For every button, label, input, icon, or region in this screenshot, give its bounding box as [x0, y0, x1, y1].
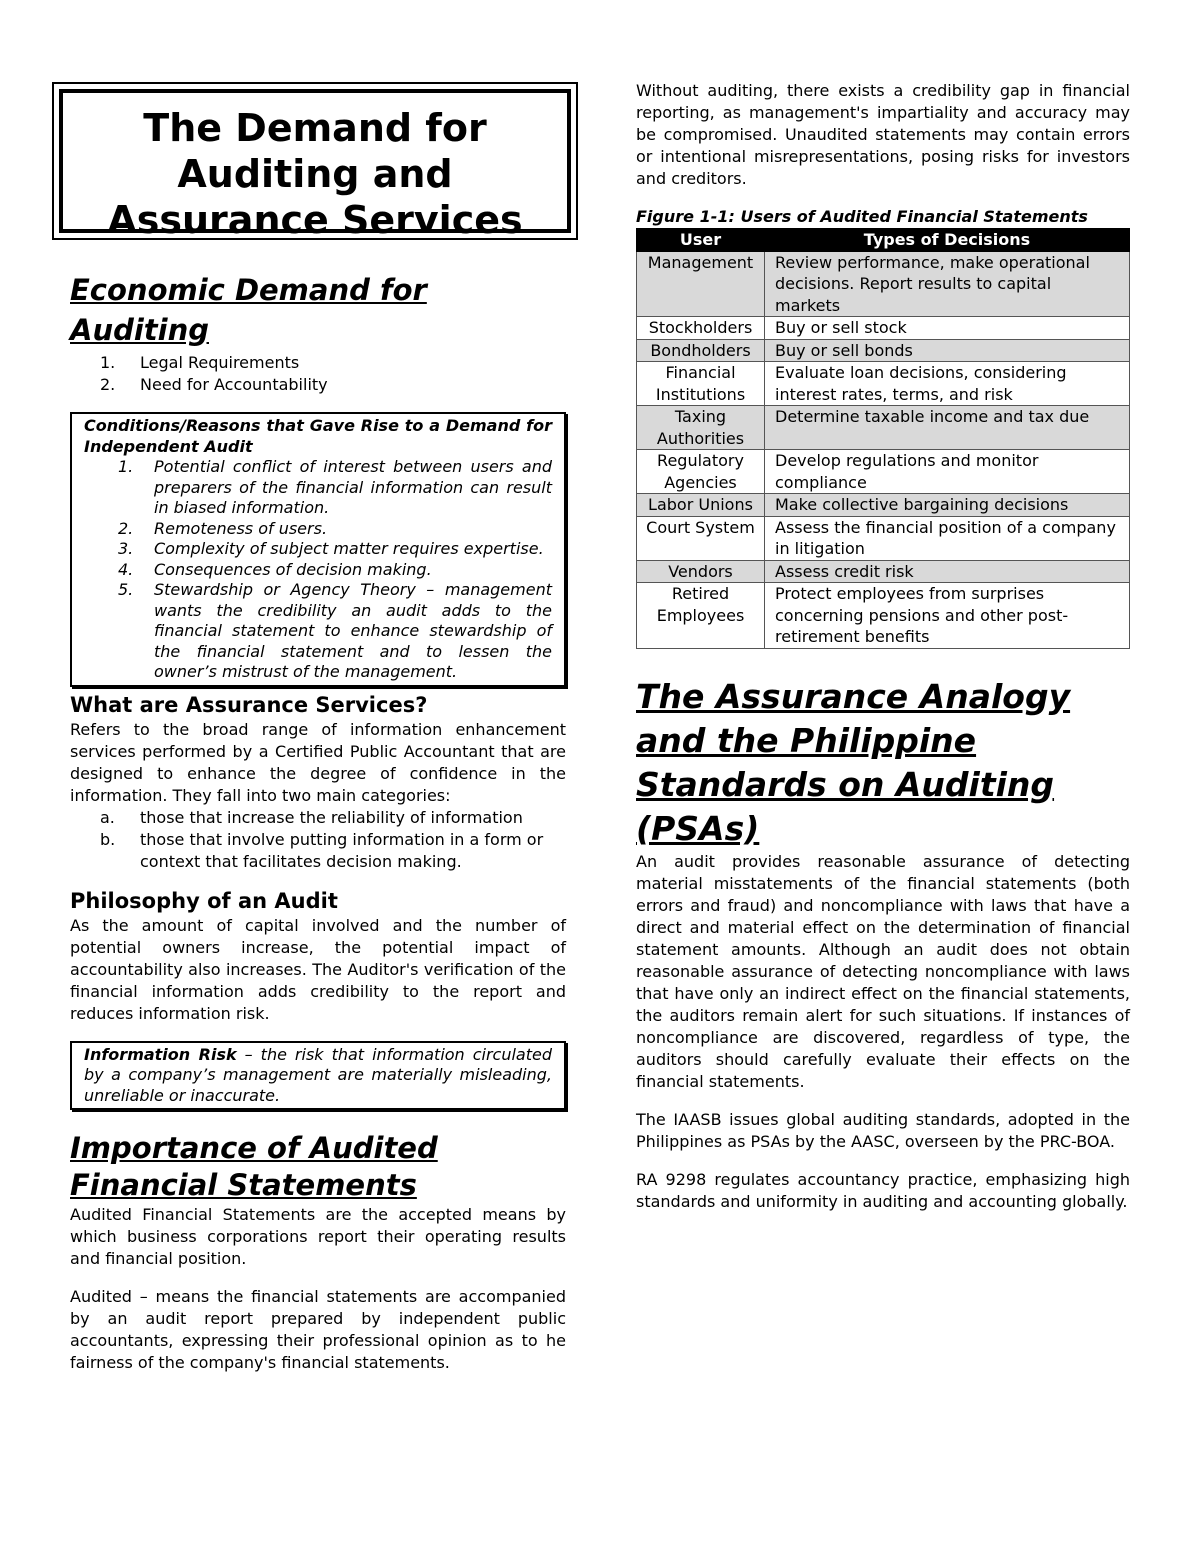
- philosophy-body: As the amount of capital involved and the number of potential owners increase, the potential impact of accountability also increases. The Auditor's verification of the financial information adds credibility to the report and reduces information risk.: [70, 915, 566, 1023]
- table-row: Court System Assess the financial position of a company in litigation: [637, 516, 1130, 560]
- analogy-paragraph-1: An audit provides reasonable assurance of detecting material misstatements of the financial statements (both errors and fraud) and noncompliance with laws that have a direct and material effect on the determination of financial statement amounts. Although an audit does not obtain reasonable assurance of detecting noncompliance with laws that have only an indirect effect on the financial statements, the auditors remain alert for such situations. If instances of noncompliance are discovered, regardless of type, the auditors should carefully evaluate their effects on the financial statements.: [636, 851, 1130, 1091]
- table-row: Retired Employees Protect employees from surprises concerning pensions and other post-retirement benefits: [637, 583, 1130, 649]
- list-item: 5. Stewardship or Agency Theory – management wants the credibility an audit adds to the financial statement to enhance stewardship of the financial statement and to lessen the owner’s mistrust of the management.: [118, 580, 552, 681]
- list-item: 3. Complexity of subject matter requires expertise.: [118, 539, 544, 558]
- table-row: Bondholders Buy or sell bonds: [637, 339, 1130, 362]
- table-row: Financial Institutions Evaluate loan decisions, considering interest rates, terms, and risk: [637, 362, 1130, 406]
- importance-heading: Importance of Audited Financial Statements: [70, 1131, 438, 1202]
- economic-demand-list: [70, 352, 566, 396]
- table-row: Taxing Authorities Determine taxable income and tax due: [637, 406, 1130, 450]
- conditions-list: [84, 457, 552, 683]
- list-item: 1. Legal Requirements: [100, 353, 300, 372]
- importance-paragraph-1: Audited Financial Statements are the accepted means by which business corporations report their operating results and financial position.: [70, 1205, 566, 1268]
- assurance-services-body: Refers to the broad range of information enhancement services performed by a Certified Public Accountant that are designed to enhance the degree of confidence in the information. They fall into two main categories:: [70, 719, 566, 805]
- assurance-categories-list: [70, 807, 566, 873]
- list-item: 2. Remoteness of users.: [118, 518, 328, 538]
- list-item: 2. Need for Accountability: [100, 375, 328, 394]
- table-row: Vendors Assess credit risk: [637, 560, 1130, 583]
- table-row: Management Review performance, make operational decisions. Report results to capital markets: [637, 251, 1130, 317]
- users-table: [636, 228, 1130, 649]
- information-risk-definition: – the risk that information circulated by a company’s management are materially misleading, unreliable or inaccurate.: [84, 1044, 552, 1105]
- user-column-header: User: [637, 229, 765, 252]
- left-column: [70, 80, 566, 1374]
- list-item: 1. Potential conflict of interest between users and preparers of the financial information can result in biased information.: [118, 457, 552, 517]
- assurance-services-heading: What are Assurance Services?: [70, 692, 428, 717]
- figure-caption: Figure 1-1: Users of Audited Financial Statements: [636, 207, 1088, 226]
- list-item: b. those that involve putting information in a form or context that facilitates decision making.: [100, 829, 544, 871]
- importance-paragraph-2: Audited – means the financial statements are accompanied by an audit report prepared by independent public accountants, expressing their professional opinion as to he fairness of the company's financial statements.: [70, 1287, 566, 1372]
- conditions-box: [70, 412, 566, 687]
- economic-demand-heading: Economic Demand for Auditing: [70, 273, 427, 347]
- list-item: 4. Consequences of decision making.: [118, 559, 432, 579]
- right-column: [636, 80, 1130, 1213]
- decisions-column-header: Types of Decisions: [765, 229, 1130, 252]
- list-item: a. those that increase the reliability of information: [100, 807, 523, 827]
- assurance-analogy-heading: The Assurance Analogy and the Philippine Standards on Auditing (PSAs): [636, 676, 1071, 848]
- information-risk-term: Information Risk: [84, 1044, 237, 1064]
- philosophy-heading: Philosophy of an Audit: [70, 888, 338, 913]
- information-risk-box: [70, 1041, 566, 1111]
- analogy-paragraph-2: The IAASB issues global auditing standards, adopted in the Philippines as PSAs by the AASC, overseen by the PRC-BOA.: [636, 1109, 1130, 1151]
- document-title: The Demand for Auditing and Assurance Services: [59, 89, 571, 233]
- table-row: Regulatory Agencies Develop regulations and monitor compliance: [637, 450, 1130, 494]
- table-header-row: [637, 229, 1130, 252]
- analogy-paragraph-3: RA 9298 regulates accountancy practice, emphasizing high standards and uniformity in auditing and accounting globally.: [636, 1169, 1130, 1211]
- table-row: Labor Unions Make collective bargaining decisions: [637, 494, 1130, 517]
- without-auditing-paragraph: Without auditing, there exists a credibility gap in financial reporting, as management's impartiality and accuracy may be compromised. Unaudited statements may contain errors or intentional misrepresentations, posing risks for investors and creditors.: [636, 81, 1130, 188]
- conditions-heading: Conditions/Reasons that Gave Rise to a Demand for Independent Audit: [84, 416, 552, 456]
- table-row: Stockholders Buy or sell stock: [637, 317, 1130, 340]
